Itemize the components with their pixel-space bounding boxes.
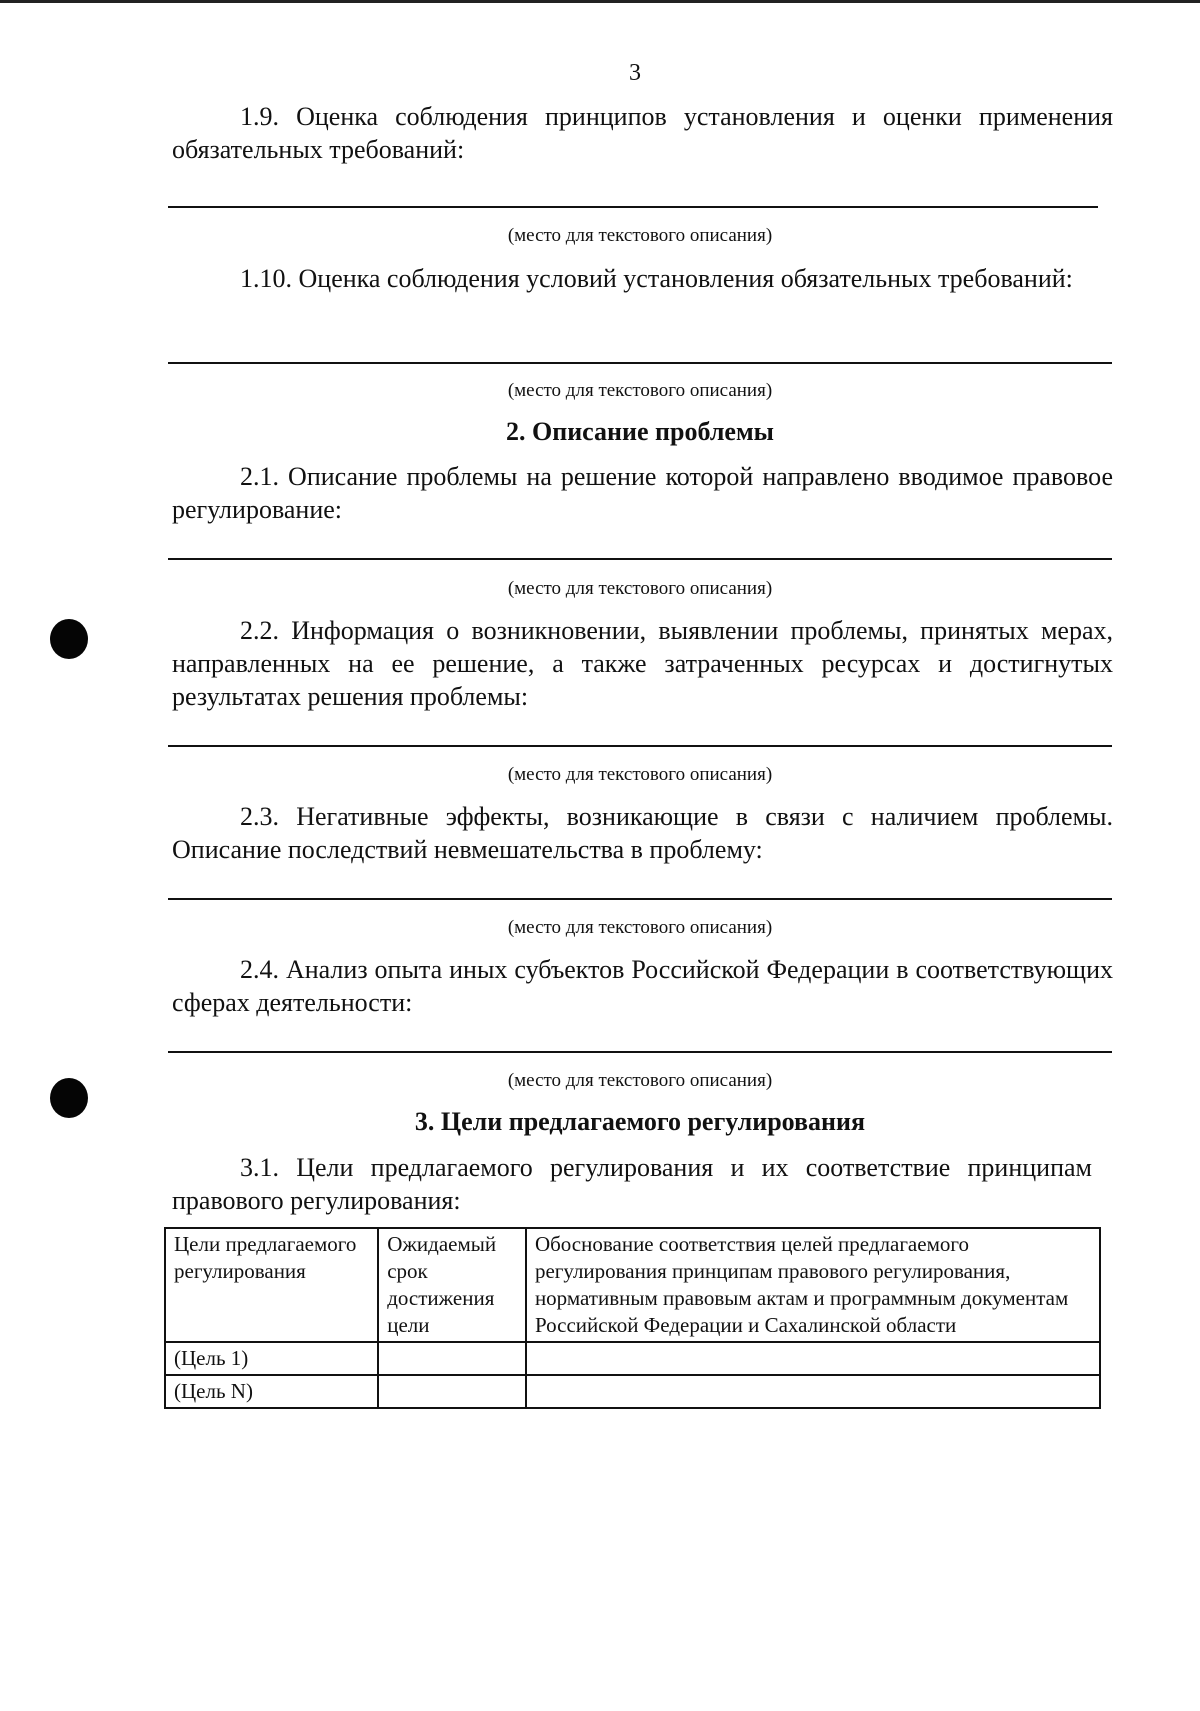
item-1-9-caption: (место для текстового описания) xyxy=(507,225,773,246)
table-header-goals: Цели предлагаемого регулирования xyxy=(165,1228,378,1342)
table-cell-goal: (Цель 1) xyxy=(165,1342,378,1375)
item-2-1-answer-line xyxy=(168,558,1112,560)
table-cell-deadline xyxy=(378,1375,526,1408)
table-header-justification: Обоснование соответствия целей предлагаемого регулирования принципам правового регулирования, нормативным правовым актам и программным документам Российской Федерации и Сахалинской области xyxy=(526,1228,1100,1342)
table-cell-justification xyxy=(526,1342,1100,1375)
table-cell-deadline xyxy=(378,1342,526,1375)
item-1-10-caption: (место для текстового описания) xyxy=(507,380,773,401)
item-1-9-answer-line xyxy=(168,206,1098,208)
item-2-4-text: 2.4. Анализ опыта иных субъектов Российской Федерации в соответствующих сферах деятельности: xyxy=(172,955,1113,1017)
section-3-heading: 3. Цели предлагаемого регулирования xyxy=(414,1107,866,1136)
item-1-9-text: 1.9. Оценка соблюдения принципов установления и оценки применения обязательных требований: xyxy=(172,102,1113,164)
punch-hole-icon xyxy=(50,1078,88,1118)
table-row xyxy=(165,1375,1100,1408)
punch-hole-icon xyxy=(50,619,88,659)
item-2-4-caption: (место для текстового описания) xyxy=(507,1070,773,1091)
item-2-2-caption: (место для текстового описания) xyxy=(507,764,773,785)
item-1-10-text: 1.10. Оценка соблюдения условий установления обязательных требований: xyxy=(240,264,1073,293)
table-row xyxy=(165,1342,1100,1375)
item-2-3-text: 2.3. Негативные эффекты, возникающие в связи с наличием проблемы. Описание последствий невмешательства в проблему: xyxy=(172,802,1113,864)
item-1-10-answer-line xyxy=(168,362,1112,364)
item-2-2-answer-line xyxy=(168,745,1112,747)
item-2-1-text: 2.1. Описание проблемы на решение которой направлено вводимое правовое регулирование: xyxy=(172,462,1113,524)
page-number: 3 xyxy=(629,60,641,86)
item-2-4-answer-line xyxy=(168,1051,1112,1053)
item-3-1-text: 3.1. Цели предлагаемого регулирования и их соответствие принципам правового регулирования: xyxy=(172,1153,1092,1215)
page-top-edge xyxy=(0,0,1200,3)
item-2-1-caption: (место для текстового описания) xyxy=(507,578,773,599)
table-cell-goal: (Цель N) xyxy=(165,1375,378,1408)
table-cell-justification xyxy=(526,1375,1100,1408)
table-header-row xyxy=(165,1228,1100,1342)
section-2-heading: 2. Описание проблемы xyxy=(506,417,774,446)
table-header-deadline: Ожидаемый срок достижения цели xyxy=(378,1228,526,1342)
goals-table xyxy=(164,1227,1101,1409)
item-2-2-text: 2.2. Информация о возникновении, выявлении проблемы, принятых мерах, направленных на ее решение, а также затраченных ресурсах и достигнутых результатах решения проблемы: xyxy=(172,616,1113,711)
item-2-3-answer-line xyxy=(168,898,1112,900)
item-2-3-caption: (место для текстового описания) xyxy=(507,917,773,938)
